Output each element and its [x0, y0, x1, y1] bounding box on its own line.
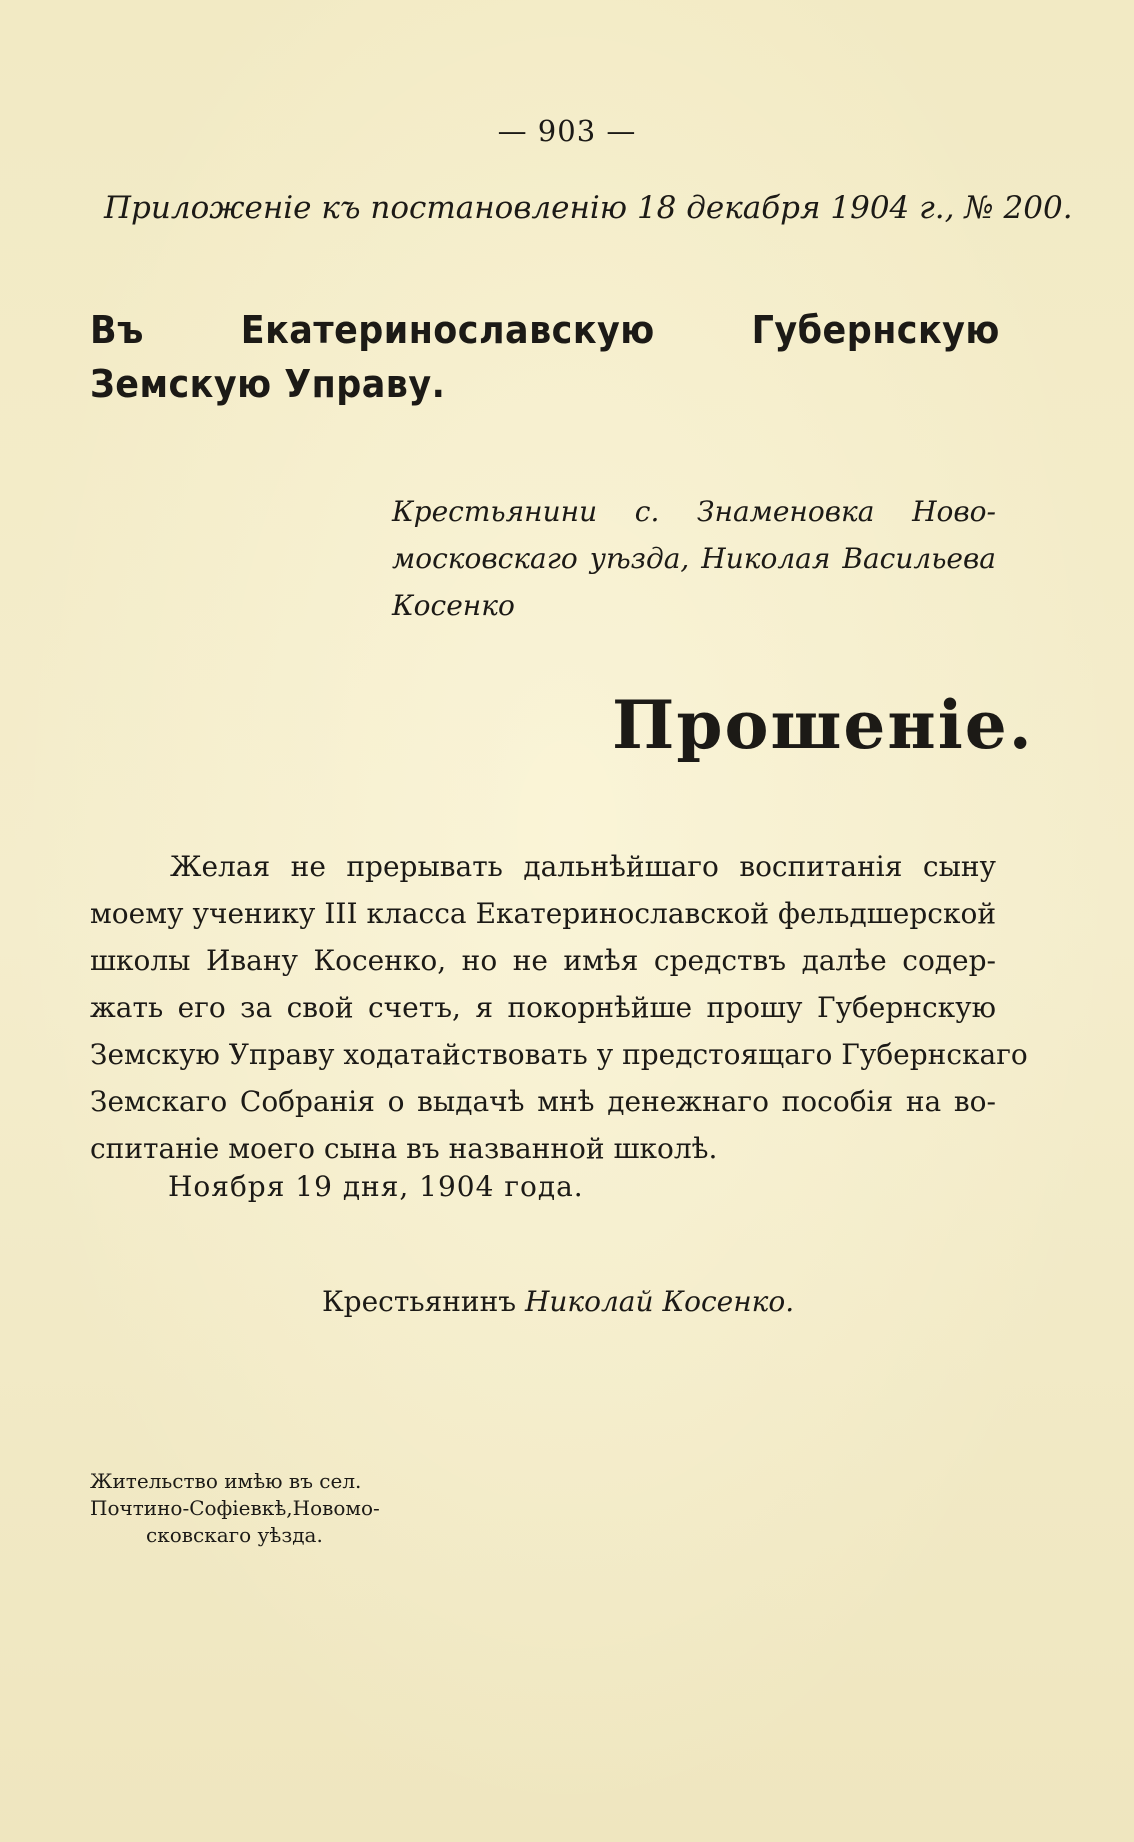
petition-body: [90, 843, 1028, 1172]
sender-line: Косенко: [392, 589, 515, 622]
page-number: — 903 —: [497, 114, 637, 148]
sender-line: Крестьянини с. Знаменовка Ново-: [392, 495, 996, 528]
petition-date: Ноября 19 дня, 1904 года.: [168, 1170, 584, 1203]
body-line: Желая не прерывать дальнѣйшаго воспитанія сыну: [170, 850, 996, 883]
addressee-heading: Въ Екатеринославскую Губернскую Земскую Управу.: [90, 308, 1000, 406]
appendix-reference: Приложеніе къ постановленію 18 декабря 1904 г., № 200.: [104, 190, 1073, 226]
body-line: моему ученику III класса Екатеринославской фельдшерской: [90, 897, 996, 930]
residence-line: сковскаго уѣзда.: [146, 1523, 323, 1547]
signature: [322, 1285, 794, 1318]
body-line: Земскаго Собранія о выдачѣ мнѣ денежнаго пособія на во-: [90, 1085, 996, 1118]
body-line: Земскую Управу ходатайствовать у предстоящаго Губернскаго: [90, 1038, 1028, 1071]
residence-line: Жительство имѣю въ сел.: [90, 1469, 362, 1493]
sender-line: московскаго уѣзда, Николая Васильева: [392, 542, 996, 575]
body-line: жать его за свой счетъ, я покорнѣйше прошу Губернскую: [90, 991, 996, 1024]
signature-name: Николай Косенко.: [524, 1285, 795, 1318]
residence-note: [90, 1468, 400, 1549]
residence-line: Почтино-Софіевкѣ,Новомо-: [90, 1496, 380, 1520]
body-line: школы Ивану Косенко, но не имѣя средствъ далѣе содер-: [90, 944, 996, 977]
body-line: спитаніе моего сына въ названной школѣ.: [90, 1132, 718, 1165]
signature-title: Крестьянинъ: [322, 1285, 517, 1318]
sender-block: [392, 488, 996, 629]
petition-title: Прошеніе.: [612, 686, 1034, 764]
